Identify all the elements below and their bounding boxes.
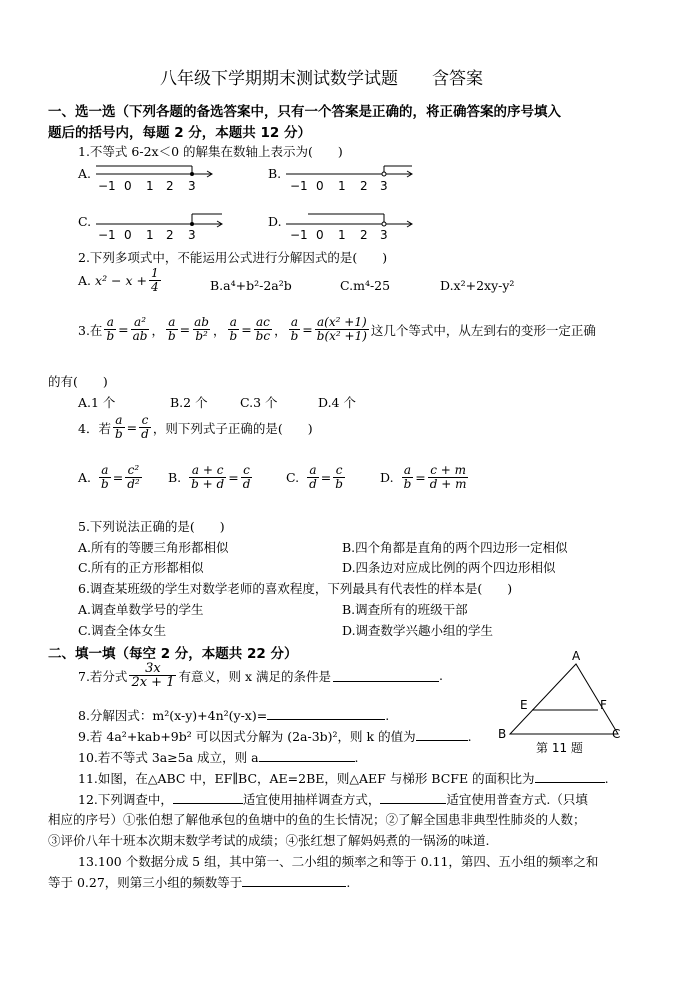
q2-a-label: A.: [78, 273, 92, 288]
q1c-tick-2: 2: [166, 228, 174, 240]
q12-blank-census[interactable]: [380, 791, 446, 804]
figure-label-b: B: [498, 727, 507, 741]
q6-stem: 6.调查某班级的学生对数学老师的喜欢程度，下列最具有代表性的样本是( ): [78, 581, 513, 596]
q4-option-d: D. $\frac{a}{b}$ = $\frac{c + m}{d + m}$: [380, 463, 467, 491]
q4-suffix: ，则下列式子正确的是( ): [152, 420, 313, 436]
q2-a-num: 1: [151, 266, 159, 280]
q1c-tick-1: 1: [146, 228, 154, 240]
q4-option-c: C. $\frac{a}{d}$ = $\frac{c}{b}$: [286, 463, 343, 491]
q13-line1: 13.100 个数据分成 5 组，其中第一、二小组的频率之和等于 0.11，第四、五小组的频率之和: [78, 854, 599, 869]
q7: 7.若分式 $\frac{3x}{2x + 1}$ 有意义，则 x 满足的条件是 .: [78, 661, 443, 690]
q5-option-a: A.所有的等腰三角形都相似: [78, 540, 229, 555]
q13-answer-blank[interactable]: [242, 874, 346, 887]
section2-heading: 二、填一填（每空 2 分，本题共 22 分）: [48, 646, 298, 662]
q10: 10.若不等式 3a≥5a 成立，则 a .: [78, 750, 359, 765]
q9: 9.若 4a²+kab+9b² 可以因式分解为 (2a-3b)²，则 k 的值为 .: [78, 729, 472, 744]
q3-f4-left: $\frac{a}{b}$: [290, 315, 299, 343]
q1b-tick-2: 2: [360, 179, 368, 192]
q7-answer-blank[interactable]: [333, 669, 439, 682]
q9-answer-blank[interactable]: [416, 728, 468, 741]
q6-option-a: A.调查单数学号的学生: [78, 602, 204, 617]
q4-option-a: A. $\frac{a}{b}$ = $\frac{\text{c²}}{\text{d²}}$: [78, 463, 140, 491]
q3-f3-left: $\frac{a}{b}$: [229, 315, 238, 343]
q5-option-c: C.所有的正方形都相似: [78, 560, 204, 575]
q1a-tick-1: 1: [146, 179, 154, 192]
q1d-tick-0: 0: [316, 228, 324, 240]
q3-option-d: D.4 个: [318, 395, 356, 410]
q1b-tick-0: 0: [316, 179, 324, 192]
q1-stem: 1.不等式 6-2x＜0 的解集在数轴上表示为( ): [78, 144, 343, 159]
q3-prefix: 3.在: [78, 322, 103, 338]
q1d-tick-3: 3: [380, 228, 388, 240]
q1a-tick-neg1: −1: [98, 179, 116, 192]
figure-caption: 第 11 题: [536, 741, 583, 755]
section1-heading-line2: 题后的括号内，每题 2 分，本题共 12 分）: [48, 125, 311, 141]
q8-answer-blank[interactable]: [267, 707, 385, 720]
q2-stem: 2.下列多项式中，不能运用公式进行分解因式的是( ): [78, 250, 388, 265]
q3-option-a: A.1 个: [78, 395, 116, 410]
q3-option-b: B.2 个: [170, 395, 208, 410]
q12-line2: 相应的序号）①张伯想了解他承包的鱼塘中的鱼的生长情况；②了解全国患非典型性肺炎的人数；: [48, 812, 586, 827]
q1a-tick-2: 2: [166, 179, 174, 192]
q5-option-d: D.四条边对应成比例的两个四边形相似: [342, 560, 556, 575]
q3-f3-right: $\frac{ac}{bc}$: [255, 315, 271, 343]
q1-option-a-number-line: [94, 162, 214, 192]
q6-option-b: B.调查所有的班级干部: [342, 602, 468, 617]
q10-answer-blank[interactable]: [259, 749, 355, 762]
q1d-tick-2: 2: [360, 228, 368, 240]
q1-option-d-number-line: [284, 210, 414, 240]
q1-option-b-label: B.: [268, 166, 282, 181]
q3-f1-right: $\frac{\text{a²}}{ab}$: [132, 315, 148, 343]
q13-line2: 等于 0.27，则第三小组的频数等于 .: [48, 875, 351, 890]
q1d-tick-1: 1: [338, 228, 346, 240]
q1b-tick-1: 1: [338, 179, 346, 192]
figure-label-f: F: [600, 698, 607, 712]
page-title: 八年级下学期期末测试数学试题 含答案: [160, 69, 483, 89]
q1-option-c-label: C.: [78, 214, 92, 229]
q3-f2-right: $\frac{ab}{\text{b²}}$: [194, 315, 209, 343]
figure-label-e: E: [520, 698, 528, 712]
q3-f1-left: $\frac{a}{b}$: [106, 315, 115, 343]
q4-prefix: 4．若: [78, 420, 111, 436]
q12-blank-sampling[interactable]: [173, 791, 243, 804]
q1c-tick-0: 0: [124, 228, 132, 240]
q3-line2: 的有( ): [48, 374, 108, 389]
q1d-tick-neg1: −1: [290, 228, 308, 240]
q5-stem: 5.下列说法正确的是( ): [78, 519, 225, 534]
q2-option-c: C.m⁴-25: [340, 278, 391, 293]
q11: 11.如图，在△ABC 中，EF∥BC，AE=2BE，则△AEF 与梯形 BCFE 的面积比为 .: [78, 771, 609, 786]
q2-option-b: B.a⁴+b²-2a²b: [210, 278, 292, 293]
q3-suffix: 这几个等式中，从左到右的变形一定正确: [370, 322, 596, 338]
q12-line1: 12.下列调查中， 适宜使用抽样调查方式， 适宜使用普查方式.（只填: [78, 792, 588, 807]
q1b-tick-neg1: −1: [290, 179, 308, 192]
q3-stem: 3.在 $\frac{a}{b}$ = $\frac{\text{a²}}{ab}$ ， $\frac{a}{b}$ = $\frac{ab}{\text{b²}}$ ， $\frac{a}{b}$ = $\frac{ac}{bc}$ ， $\frac{a}{b}$ = $\frac{\text{a(x² +1)}}{\text{b(x² +1)}}$ 这几个等式中，从左到右的变形一定正确: [78, 315, 596, 343]
section1-heading-line1: 一、选一选（下列各题的备选答案中，只有一个答案是正确的，将正确答案的序号填入: [48, 104, 561, 120]
figure-label-a: A: [572, 649, 581, 663]
q6-option-d: D.调查数学兴趣小组的学生: [342, 623, 494, 638]
q1-option-a-label: A.: [78, 166, 92, 181]
q6-option-c: C.调查全体女生: [78, 623, 167, 638]
q11-triangle-figure: [496, 648, 626, 758]
q11-answer-blank[interactable]: [535, 770, 605, 783]
q2-a-expr: x² − x +: [95, 273, 147, 288]
q4-cond-right: $\frac{c}{d}$: [141, 413, 149, 441]
q4-option-b: B. $\frac{a + c}{b + d}$ = $\frac{c}{d}$: [168, 463, 251, 491]
q12-line3: ③评价八年十班本次期末数学考试的成绩；④张红想了解妈妈煮的一锅汤的味道.: [48, 833, 490, 848]
figure-label-c: C: [612, 727, 621, 741]
q3-f4-right: $\frac{\text{a(x² +1)}}{\text{b(x² +1)}}$: [316, 315, 367, 343]
q1-option-b-number-line: [284, 162, 414, 192]
q4-cond-left: $\frac{a}{b}$: [114, 413, 123, 441]
q2-option-d: D.x²+2xy-y²: [440, 278, 515, 293]
q2-a-den: 4: [151, 280, 159, 294]
q1a-tick-3: 3: [188, 179, 196, 192]
q3-option-c: C.3 个: [240, 395, 278, 410]
q5-option-b: B.四个角都是直角的两个四边形一定相似: [342, 540, 568, 555]
q8: 8.分解因式：m²(x-y)+4n²(y-x)= .: [78, 708, 390, 723]
q1c-tick-neg1: −1: [98, 228, 116, 240]
q1-option-d-label: D.: [268, 214, 282, 229]
q2-option-a: [78, 267, 163, 294]
q4-stem: 4．若 $\frac{a}{b}$ = $\frac{c}{d}$ ，则下列式子正确的是( ): [78, 413, 313, 441]
q2-a-fraction: [149, 267, 161, 294]
q3-f2-left: $\frac{a}{b}$: [167, 315, 176, 343]
q1b-tick-3: 3: [380, 179, 388, 192]
q1a-tick-0: 0: [124, 179, 132, 192]
q1c-tick-3: 3: [188, 228, 196, 240]
q1-option-c-number-line: [94, 210, 224, 240]
